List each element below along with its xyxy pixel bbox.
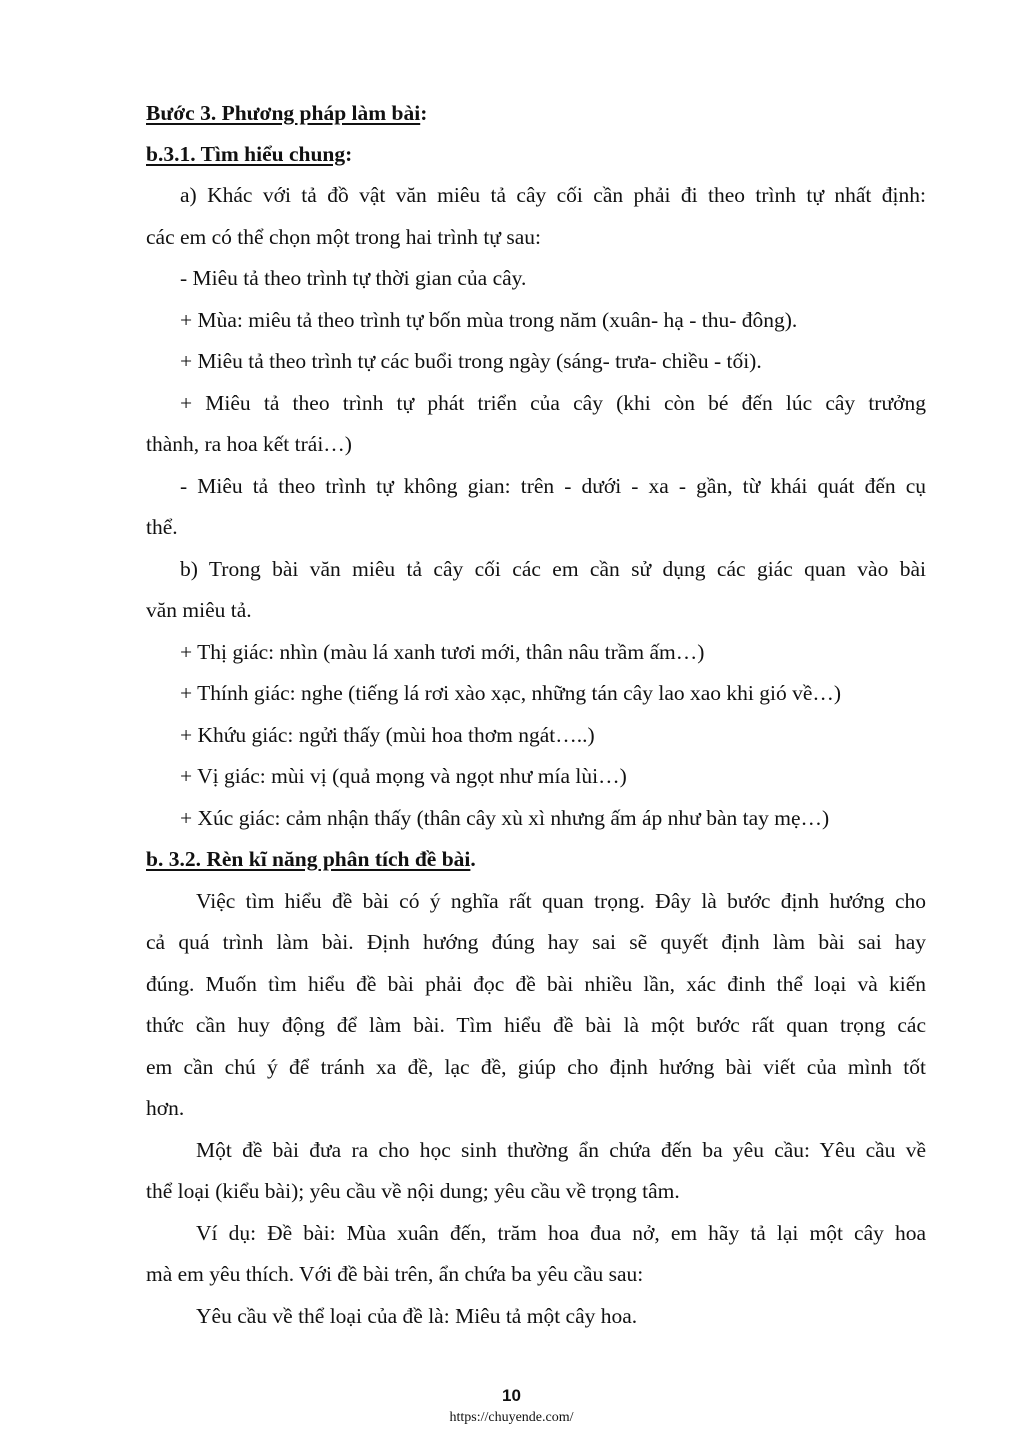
list-item: + Miêu tả theo trình tự phát triển của cây (khi còn bé đến lúc cây trưởng: [180, 391, 926, 415]
section-heading-b32-text: b. 3.2. Rèn kĩ năng phân tích đề bài: [146, 847, 471, 871]
paragraph-line: Yêu cầu về thể loại của đề là: Miêu tả một cây hoa.: [196, 1304, 638, 1328]
list-item: + Khứu giác: ngửi thấy (mùi hoa thơm ngát…..): [180, 723, 595, 747]
paragraph-line: đúng. Muốn tìm hiểu đề bài phải đọc đề bài nhiều lần, xác đinh thể loại và kiến: [146, 972, 926, 996]
paragraph-line: thể.: [146, 515, 178, 539]
page-number: 10: [502, 1386, 521, 1405]
section-heading-b3-colon: :: [420, 101, 428, 125]
paragraph-line: thành, ra hoa kết trái…): [146, 432, 352, 456]
paragraph-line: Việc tìm hiểu đề bài có ý nghĩa rất quan trọng. Đây là bước định hướng cho: [196, 889, 926, 913]
paragraph-line: hơn.: [146, 1096, 185, 1120]
paragraph-line: Một đề bài đưa ra cho học sinh thường ẩn chứa đến ba yêu cầu: Yêu cầu về: [196, 1138, 926, 1162]
paragraph-line: các em có thể chọn một trong hai trình tự sau:: [146, 225, 541, 249]
list-item: + Vị giác: mùi vị (quả mọng và ngọt như mía lùi…): [180, 764, 627, 788]
paragraph-line: cả quá trình làm bài. Định hướng đúng hay sai sẽ quyết định làm bài sai hay: [146, 930, 926, 954]
list-item: + Miêu tả theo trình tự các buổi trong ngày (sáng- trưa- chiều - tối).: [180, 349, 762, 373]
paragraph-line: văn miêu tả.: [146, 598, 252, 622]
list-item: + Thị giác: nhìn (màu lá xanh tươi mới, thân nâu trầm ấm…): [180, 640, 705, 664]
footer-url-link[interactable]: https://chuyende.com/: [449, 1410, 574, 1425]
section-heading-b32: [146, 845, 476, 873]
section-heading-b31: [146, 140, 352, 168]
paragraph-line: Ví dụ: Đề bài: Mùa xuân đến, trăm hoa đua nở, em hãy tả lại một cây hoa: [196, 1221, 926, 1245]
list-item: - Miêu tả theo trình tự không gian: trên - dưới - xa - gần, từ khái quát đến cụ: [180, 474, 926, 498]
section-heading-b3-text: Bước 3. Phương pháp làm bài: [146, 101, 421, 125]
section-heading-b3: [146, 99, 427, 127]
paragraph-line: b) Trong bài văn miêu tả cây cối các em cần sử dụng các giác quan vào bài: [180, 557, 926, 581]
section-heading-b32-end: .: [470, 847, 476, 871]
paragraph-line: thể loại (kiểu bài); yêu cầu về nội dung; yêu cầu về trọng tâm.: [146, 1179, 680, 1203]
list-item: + Mùa: miêu tả theo trình tự bốn mùa trong năm (xuân- hạ - thu- đông).: [180, 308, 798, 332]
list-item: + Xúc giác: cảm nhận thấy (thân cây xù xì nhưng ấm áp như bàn tay mẹ…): [180, 806, 830, 830]
paragraph-line: mà em yêu thích. Với đề bài trên, ẩn chứa ba yêu cầu sau:: [146, 1262, 644, 1286]
list-item: - Miêu tả theo trình tự thời gian của cây.: [180, 266, 527, 290]
section-heading-b31-text: b.3.1. Tìm hiểu chung: [146, 142, 346, 166]
paragraph-line: a) Khác với tả đồ vật văn miêu tả cây cối cần phải đi theo trình tự nhất định:: [180, 183, 926, 207]
paragraph-line: em cần chú ý để tránh xa đề, lạc đề, giúp cho định hướng bài viết của mình tốt: [146, 1055, 926, 1079]
section-heading-b31-colon: :: [345, 142, 353, 166]
list-item: + Thính giác: nghe (tiếng lá rơi xào xạc, những tán cây lao xao khi gió về…): [180, 681, 842, 705]
paragraph-line: thức cần huy động để làm bài. Tìm hiểu đề bài là một bước rất quan trọng các: [146, 1013, 926, 1037]
